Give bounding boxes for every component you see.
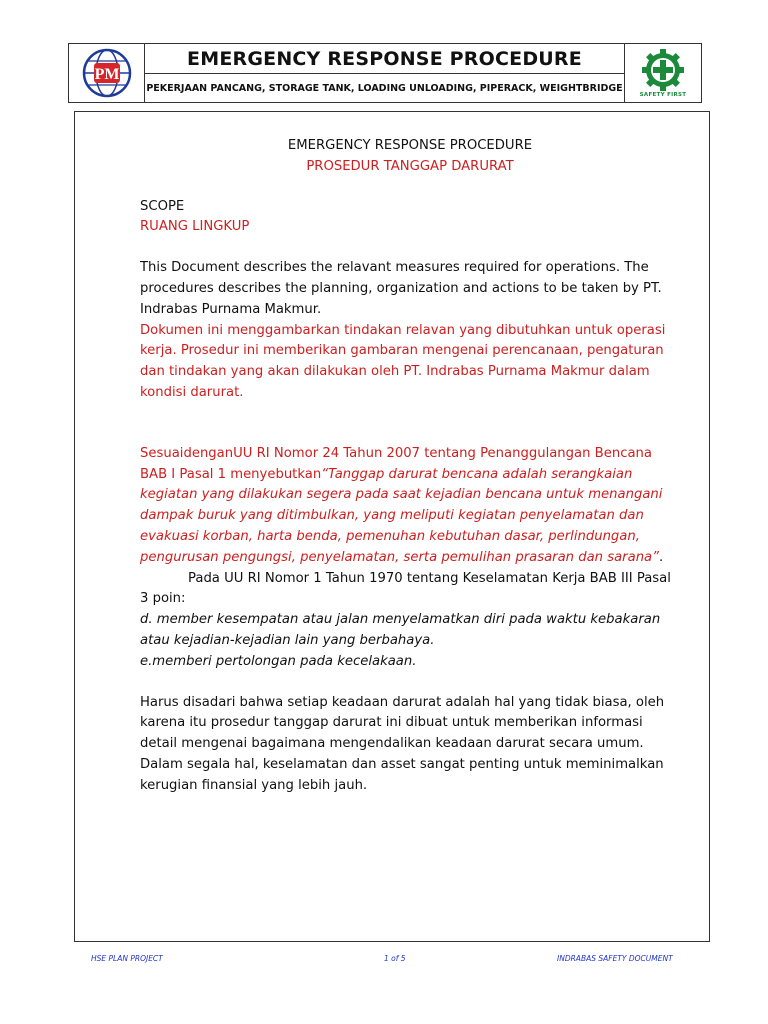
scope-heading-en: SCOPE bbox=[140, 198, 185, 214]
paragraph-indonesian: Dokumen ini menggambarkan tindakan relavan yang dibutuhkan untuk operasi kerja. Prosedur ini memberikan gambaran mengenai perencanaan, pengaturan dan tindakan yang akan dilakukan oleh PT. Indrabas Purnama Makmur dalam kondisi darurat. bbox=[140, 322, 666, 400]
company-logo-text: PM bbox=[94, 66, 119, 83]
safety-gear-cross-icon bbox=[642, 49, 684, 91]
safety-first-label: SAFETY FIRST bbox=[639, 91, 687, 98]
paragraph-conclusion: Harus disadari bahwa setiap keadaan darurat adalah hal yang tidak biasa, oleh karena itu prosedur tanggap darurat ini dibuat untuk memberikan informasi detail mengenai bagaimana mengendalikan keadaan darurat secara umum. Dalam segala hal, keselamatan dan asset sangat penting untuk meminimalkan kerugian finansial yang lebih jauh. bbox=[140, 694, 665, 793]
paragraph-law-quote bbox=[140, 444, 680, 569]
paragraph-english: This Document describes the relavant measures required for operations. The procedures describes the planning, organization and actions to be taken by PT. Indrabas Purnama Makmur. bbox=[140, 260, 662, 317]
company-logo-icon bbox=[82, 48, 132, 98]
law-item-d: d. member kesempatan atau jalan menyelamatkan diri pada waktu kebakaran atau kejadian-kejadian lain yang berbahaya. bbox=[140, 612, 661, 648]
document-header bbox=[68, 43, 702, 103]
header-subtitle: PEKERJAAN PANCANG, STORAGE TANK, LOADING UNLOADING, PIPERACK, WEIGHTBRIDGE bbox=[146, 82, 623, 94]
law-quote-intro: SesuaidenganUU RI Nomor 24 Tahun 2007 tentang Penanggulangan Bencana BAB I Pasal 1 menyebutkan bbox=[140, 445, 652, 482]
law-quote-italic: “Tanggap darurat bencana adalah serangkaian kegiatan yang dilakukan segera pada saat kejadian bencana untuk menangani dampak buruk yang ditimbulkan, yang meliputi kegiatan penyelamatan dan evakuasi korban, harta benda, pemenuhan kebutuhan dasar, perlindungan, pengurusan pengungsi, penyelamatan, serta pemulihan prasaran dan sarana” bbox=[140, 466, 663, 565]
footer-left-text: HSE PLAN PROJECT bbox=[91, 954, 163, 963]
header-title-cell bbox=[145, 44, 625, 102]
safety-first-logo-cell bbox=[625, 44, 701, 102]
paragraph-law-1970: Pada UU RI Nomor 1 Tahun 1970 tentang Keselamatan Kerja BAB III Pasal 3 poin: bbox=[140, 570, 671, 607]
footer-page-number: 1 of 5 bbox=[384, 954, 406, 963]
footer-right-text: INDRABAS SAFETY DOCUMENT bbox=[557, 954, 673, 963]
doc-title-id: PROSEDUR TANGGAP DARURAT bbox=[306, 158, 514, 174]
doc-title-en: EMERGENCY RESPONSE PROCEDURE bbox=[287, 138, 533, 153]
page-footer bbox=[0, 954, 768, 966]
scope-heading-id: RUANG LINGKUP bbox=[140, 219, 250, 235]
law-item-e: e.memberi pertolongan pada kecelakaan. bbox=[140, 653, 417, 669]
company-logo-cell bbox=[69, 44, 145, 102]
document-body bbox=[74, 111, 710, 942]
header-title: EMERGENCY RESPONSE PROCEDURE bbox=[145, 44, 624, 74]
law-quote-end: . bbox=[658, 549, 664, 565]
